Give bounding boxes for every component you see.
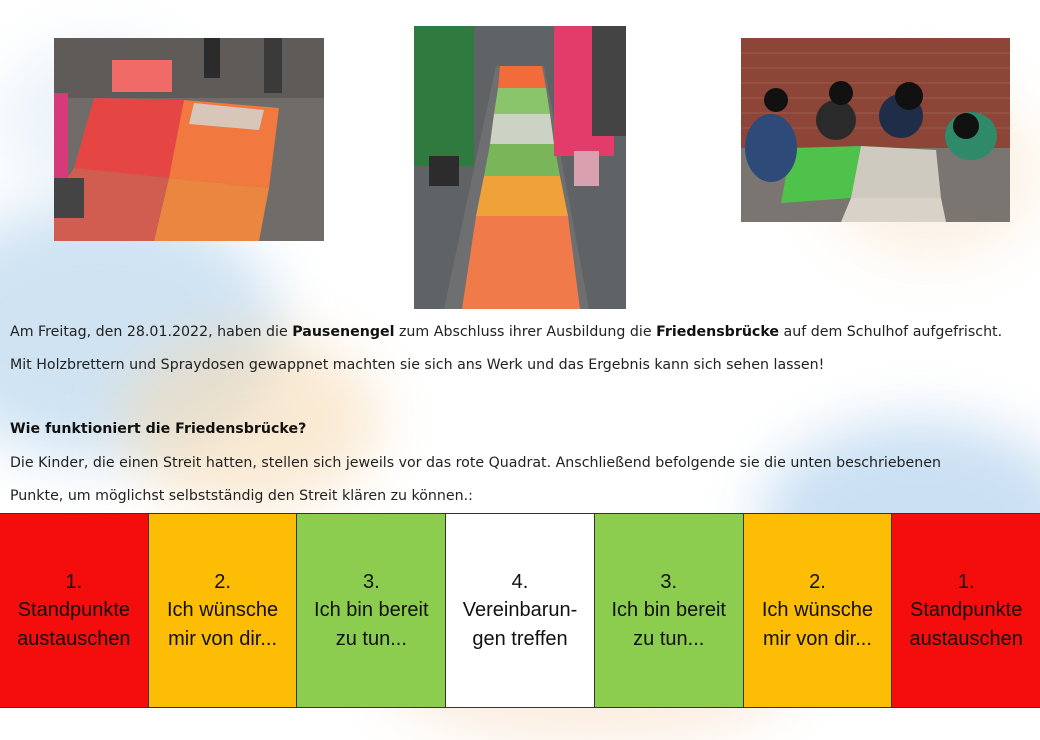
step-label: gen treffen [472,627,568,650]
step-number: 4. [511,570,529,593]
intro-line-1 [10,324,1035,341]
step-box [148,514,297,707]
step-label: Standpunkte [17,599,131,622]
intro-text: Am Freitag, den 28.01.2022, haben die [10,324,293,340]
step-number: 2. [214,570,231,593]
step-label: Ich wünsche [761,599,874,622]
step-label: mir von dir... [762,627,872,650]
step-box [0,514,148,707]
step-box [594,514,743,707]
step-label: Standpunkte [910,599,1023,622]
step-label: austauschen [909,627,1023,650]
photo-peace-bridge [414,26,626,309]
explanation-line-2: Punkte, um möglichst selbstständig den Streit klären zu können.: [10,488,473,504]
step-label: zu tun... [335,627,407,650]
intro-line-2: Mit Holzbrettern und Spraydosen gewappnet machten sie sich ans Werk und das Ergebnis kann sich sehen lassen! [10,357,825,373]
step-number: 1. [957,570,975,593]
step-label: Ich bin bereit [611,599,726,622]
step-number: 2. [809,570,826,593]
highlight-friedensbruecke: Friedensbrücke [656,324,780,340]
step-number: 3. [660,570,678,593]
step-label: austauschen [17,627,131,650]
intro-text: zum Abschluss ihrer Ausbildung die [394,324,657,340]
step-box [743,514,892,707]
step-label: mir von dir... [168,627,278,650]
peace-bridge-steps [0,513,1040,708]
step-box [891,514,1040,707]
step-number: 1. [65,570,83,593]
step-label: Ich bin bereit [314,599,429,622]
step-box [296,514,445,707]
intro-text: auf dem Schulhof aufgefrischt. [779,324,1003,340]
explanation-line-1: Die Kinder, die einen Streit hatten, stellen sich jeweils vor das rote Quadrat. Anschließend befolgende sie die unten beschriebenen [10,455,941,471]
step-label: Vereinbarun- [462,599,578,622]
step-label: Ich wünsche [166,599,279,622]
highlight-pausenengel: Pausenengel [292,324,395,340]
section-heading: Wie funktioniert die Friedensbrücke? [10,421,307,437]
photo-children-spraying [741,38,1010,222]
step-box [445,514,594,707]
step-label: zu tun... [633,627,705,650]
step-number: 3. [362,570,380,593]
photo-sprayed-squares [54,38,324,241]
